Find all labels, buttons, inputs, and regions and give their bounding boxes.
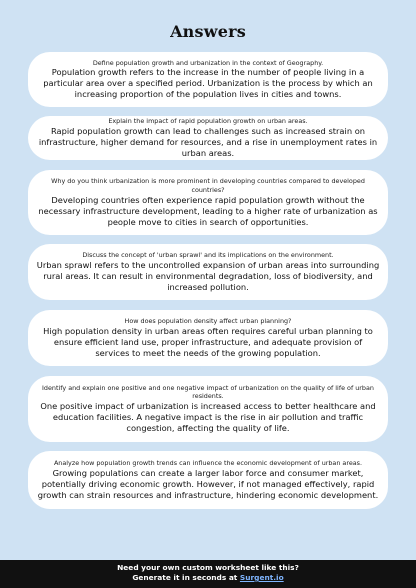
answer-card-2 — [28, 116, 388, 160]
page-title: Answers — [170, 22, 246, 41]
answer-card-6 — [28, 376, 388, 442]
answer-card-1 — [28, 52, 388, 107]
answer-text: Growing populations can create a larger labor force and consumer market, potentially driving economic growth. However, if not managed effectively, rapid growth can strain resources and infrastructure, hindering economic development. — [37, 467, 379, 500]
question-text: Define population growth and urbanization in the context of Geography. — [92, 58, 324, 67]
answer-card-4 — [28, 244, 388, 300]
surgent-link[interactable]: Surgent.io — [239, 573, 284, 582]
question-text: How does population density affect urban planning? — [124, 317, 292, 326]
footer-line-2 — [0, 573, 416, 583]
question-text: Explain the impact of rapid population growth on urban areas. — [108, 117, 308, 126]
answer-text: High population density in urban areas often requires careful urban planning to ensure efficient land use, proper infrastructure, and adequate provision of services to meet the needs of the growing population. — [43, 325, 373, 358]
answer-text: One positive impact of urbanization is increased access to better healthcare and education facilities. A negative impact is the rise in air pollution and traffic congestion, affecting the quality of life. — [40, 401, 376, 434]
answer-card-7 — [28, 451, 388, 509]
question-text: Analyze how population growth trends can influence the economic development of urban areas. — [53, 459, 363, 468]
question-text: Discuss the concept of 'urban sprawl' and its implications on the environment. — [82, 251, 334, 260]
question-text: Identify and explain one positive and one negative impact of urbanization on the quality of life of urban residents. — [42, 383, 374, 401]
answer-card-3 — [28, 170, 388, 235]
answer-text: Rapid population growth can lead to challenges such as increased strain on infrastructure, higher demand for resources, and a rise in unemployment rates in urban areas. — [38, 125, 378, 158]
answer-text: Urban sprawl refers to the uncontrolled expansion of urban areas into surrounding rural areas. It can result in environmental degradation, loss of biodiversity, and increased pollution. — [36, 259, 380, 292]
question-text: Why do you think urbanization is more prominent in developing countries compared to developed countries? — [51, 177, 365, 194]
footer-line-1: Need your own custom worksheet like this? — [117, 563, 299, 572]
answer-text: Developing countries often experience rapid population growth without the necessary infrastructure development, leading to a higher rate of urbanization as people move to cities in search of opportunities. — [38, 194, 378, 227]
answer-card-5 — [28, 310, 388, 366]
footer-prefix: Generate it in seconds at — [132, 573, 240, 582]
answer-text: Population growth refers to the increase in the number of people living in a particular area over a specified period. Urbanization is the process by which an increasing proportion of the population lives in cities and towns. — [43, 67, 373, 100]
footer-banner — [0, 560, 416, 588]
